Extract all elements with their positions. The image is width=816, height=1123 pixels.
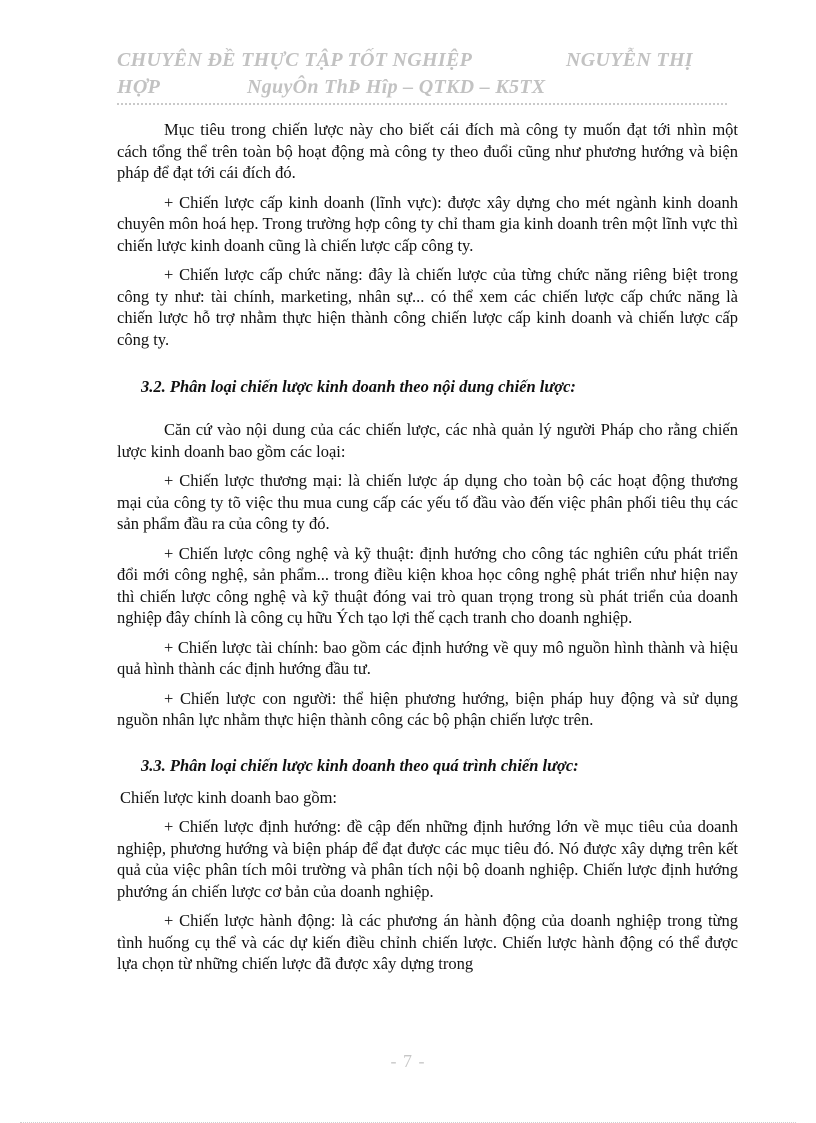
page-number: - 7 -	[390, 1051, 426, 1071]
list-item: + Chiến lược định hướng: đề cập đến những định hướng lớn về mục tiêu của doanh nghiệp, phương hướng và biện pháp để đạt được các mục tiêu đó. Nó được xây dựng trên kết quả của việc phân tích môi trường và phân tích nội bộ doanh nghiệp. Chiến lược định hướng phướng án chiến lược cơ bản của doanh nghiệp.	[117, 817, 738, 901]
list-item: + Chiến lược hành động: là các phương án hành động của doanh nghiệp trong từng tình huống cụ thể và các dự kiến điều chỉnh chiến lược. Chiến lược hành động có thể được lựa chọn từ những chiến lược đã được xây dựng trong	[117, 911, 738, 973]
list-item: + Chiến lược con người: thể hiện phương hướng, biện pháp huy động và sử dụng nguồn nhân lực nhằm thực hiện thành công các bộ phận chiến lược trên.	[117, 688, 738, 729]
header-title-right: NGUYỄN THỊ	[566, 49, 693, 71]
page-body	[117, 119, 738, 983]
section-heading-3-2: 3.2. Phân loại chiến lược kinh doanh theo nội dung chiến lược:	[141, 377, 576, 396]
section-heading-3-3: 3.3. Phân loại chiến lược kinh doanh theo quá trình chiến lược:	[141, 755, 579, 775]
header-title-left: CHUYÊN ĐỀ THỰC TẬP TỐT NGHIỆP	[117, 49, 473, 71]
header-divider	[117, 103, 727, 105]
header-title-line2-left: HỢP	[117, 76, 161, 98]
section-intro: Chiến lược kinh doanh bao gồm:	[120, 787, 338, 807]
paragraph: + Chiến lược cấp chức năng: đây là chiến lược của từng chức năng riêng biệt trong công ty như: tài chính, marketing, nhân sự... có thể xem các chiến lược cấp chức năng là chiến lược hỗ trợ nhằm thực hiện thành công chiến lược cấp kinh doanh và chiến lược cấp công ty.	[117, 265, 738, 349]
section-intro: Căn cứ vào nội dung của các chiến lược, các nhà quản lý người Pháp cho rằng chiến lược kinh doanh bao gồm các loại:	[117, 420, 738, 461]
list-item: + Chiến lược thương mại: là chiến lược áp dụng cho toàn bộ các hoạt động thương mại của công ty tõ việc thu mua cung cấp các yếu tố đầu vào đến việc phân phối tiêu thụ các sản phẩm đầu ra của công ty đó.	[117, 471, 738, 533]
list-item: + Chiến lược tài chính: bao gồm các định hướng về quy mô nguồn hình thành và hiệu quả hình thành các định hướng đầu tư.	[117, 637, 738, 678]
paragraph: Mục tiêu trong chiến lược này cho biết cái đích mà công ty muốn đạt tới nhìn một cách tổng thể trên toàn bộ hoạt động mà công ty theo đuổi cũng như phương hướng và biện pháp để đạt tới cái đích đó.	[117, 120, 738, 182]
paragraph: + Chiến lược cấp kinh doanh (lĩnh vực): được xây dựng cho mét ngành kinh doanh chuyên môn hoá hẹp. Trong trường hợp công ty chỉ tham gia kinh doanh trên một lĩnh vực thì chiến lược kinh doanh cũng là chiến lược cấp công ty.	[117, 192, 738, 255]
list-item: + Chiến lược công nghệ và kỹ thuật: định hướng cho công tác nghiên cứu phát triển đổi mới công nghệ, sản phẩm... trong điều kiện khoa học công nghệ phát triển như hiện nay thì chiến lược công nghệ và kỹ thuật đóng vai trò quan trọng trong sù phát triển của doanh nghiệp đây chính là công cụ hữu Ých tạo lợi thế cạch tranh cho doanh nghiệp.	[117, 543, 738, 627]
header-title-line2-right: NguyÔn ThÞ Hîp – QTKD – K5TX	[247, 76, 546, 98]
